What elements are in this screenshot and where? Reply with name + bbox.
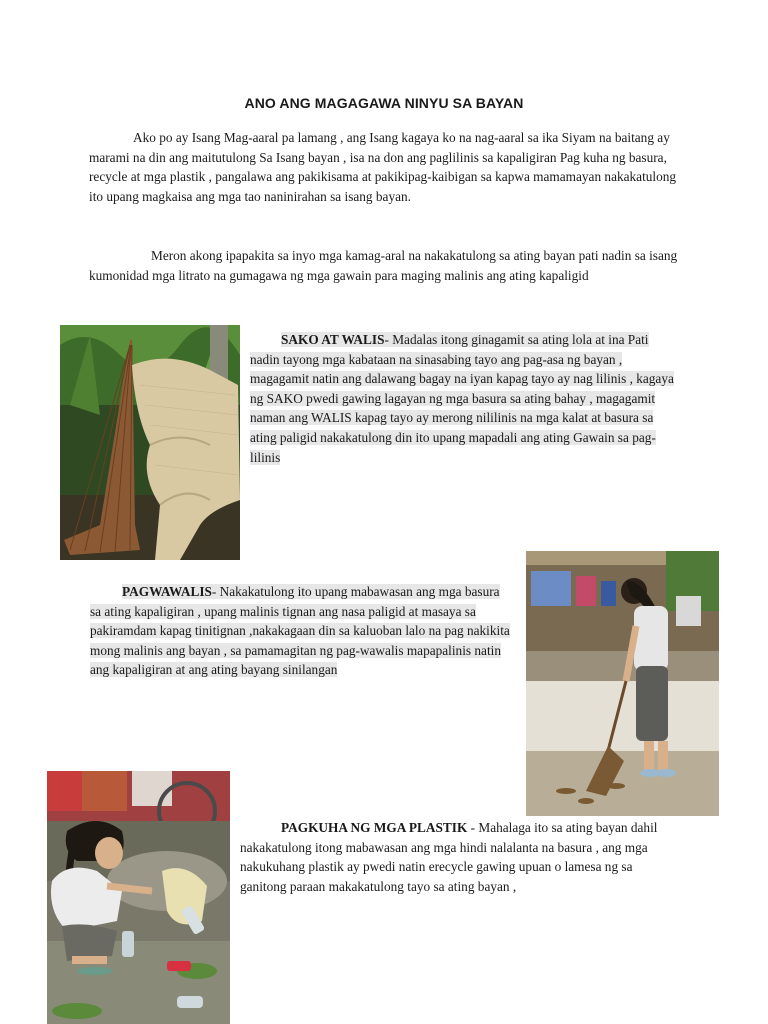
- second-paragraph-text: Meron akong ipapakita sa inyo mga kamag-aral na nakakatulong sa ating bayan pati nadin sa isang kumonidad mga litrato na gumagawa ng mga gawain para maging malinis ang ating kapaligid: [89, 248, 678, 283]
- section-heading-pagwawalis: PAGWAWALIS: [122, 584, 212, 599]
- section-heading-sako-at-walis: SAKO AT WALIS: [281, 332, 385, 347]
- second-paragraph: [89, 246, 689, 285]
- section-pagkuha-ng-mga-plastik: [240, 818, 680, 896]
- broom-and-sack-photo: [60, 325, 240, 560]
- section-pagwawalis: [90, 582, 510, 680]
- section-heading-pagkuha-ng-mga-plastik: PAGKUHA NG MGA PLASTIK: [281, 820, 468, 835]
- section-body-pagkuha-ng-mga-plastik: - Mahalaga ito sa ating bayan dahil nakakatulong itong mabawasan ang mga hindi nalalanta na basura , ang mga nakukuhang plastik ay pwedi natin erecycle gawing upuan o lamesa ng sa ganitong paraan makakatulong tayo sa ating bayan ,: [240, 820, 658, 894]
- section-sako-at-walis: [250, 330, 680, 467]
- intro-paragraph-text: Ako po ay Isang Mag-aaral pa lamang , ang Isang kagaya ko na nag-aaral sa ika Siyam na baitang ay marami na din ang maitutulong Sa Isang bayan , isa na don ang paglilinis sa kapaligiran Pag kuha ng basura, recycle at mga plastik , pangalawa ang pakikisama at pakikipag-kaibigan sa kapwa mamamayan nakakatulong ito upang magkaisa ang mga tao naninirahan sa isang bayan.: [89, 130, 677, 204]
- section-body-pagwawalis: - Nakakatulong ito upang mabawasan ang mga basura sa ating kapaligiran , upang malinis tignan ang nasa paligid at masaya sa pakiramdam kapag tinitignan ,nakakagaan din sa kaluoban lalo na pag nakikita mong malinis ang bayan , sa pamamagitan ng pag-wawalis mapapalinis natin ang kapaligiran at ang ating bayang sinilangan: [90, 584, 510, 678]
- document-title: ANO ANG MAGAGAWA NINYU SA BAYAN: [244, 95, 524, 111]
- section-body-sako-at-walis: - Madalas itong ginagamit sa ating lola at ina Pati nadin tayong mga kabataan na sinasabing tayo ang pag-asa ng bayan , magagamit natin ang dalawang bagay na iyan kapag tayo ay nag lilinis , kagaya ng SAKO pwedi gawing lagayan ng mga basura sa ating bahay , magagamit naman ang WALIS kapag tayo ay merong nililinis na mga kalat at basura sa ating paligid nakakatulong din ito upang mapadali ang ating Gawain sa pag-lilinis: [250, 332, 674, 465]
- girl-collecting-plastic-photo: [47, 771, 230, 1024]
- girl-sweeping-photo: [526, 551, 719, 816]
- intro-paragraph: [89, 128, 689, 206]
